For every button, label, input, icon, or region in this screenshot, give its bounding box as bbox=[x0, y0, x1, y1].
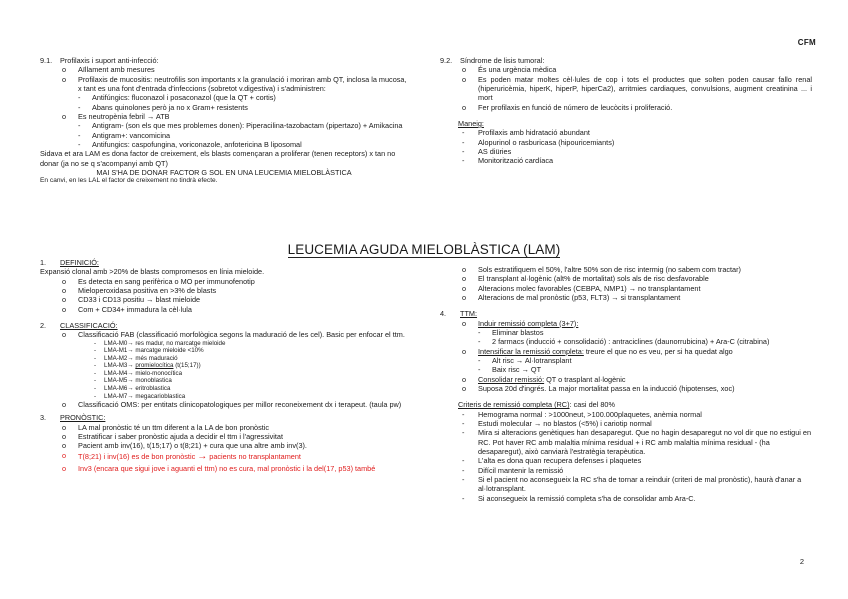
list-item: o Alteracions de mal pronòstic (p53, FLT3) → si transplantament bbox=[462, 292, 681, 302]
left-column bbox=[40, 258, 412, 473]
arrow-right-icon: → bbox=[127, 385, 134, 392]
list-item: o Estratificar i saber pronòstic ajuda a decidir el ttm i l'agressivitat bbox=[62, 432, 283, 442]
list-item: o Profilaxis de mucositis: neutrofilis son importants x la granulació i moriran amb QT, inclosa la mucosa, x tant es una font d'entrada d'infeccions (sobretot v.digestiva) i s'administren: bbox=[62, 74, 407, 93]
section-heading: 2. CLASSIFICACIÓ: bbox=[40, 320, 118, 330]
list-item: - Monitorització cardíaca bbox=[462, 156, 554, 166]
arrow-right-icon: → bbox=[127, 347, 134, 355]
list-item: o Classificació OMS: per entitats clinicopatologiques per millor reconeixement dx i terapeut. (taula pw) bbox=[62, 400, 402, 410]
note-text: Sidava et ara LAM es dona factor de creixement, els blasts començaran a proliferar (tenen receptors) x tan no donar (ja no se q s'acompanyi amb QT) bbox=[40, 149, 396, 168]
list-item: - L'alta es dona quan recupera defenses i plaquetes bbox=[462, 456, 642, 466]
warning-note: MAI S'HA DE DONAR FACTOR G SOL EN UNA LEUCEMIA MIELOBLÀSTICA bbox=[96, 167, 352, 177]
note-text: En canvi, en les LAL el factor de creixement no tindrà efecte. bbox=[40, 177, 218, 185]
section-heading: 1. DEFINICIÓ: bbox=[40, 258, 99, 267]
list-item: - AS diüries bbox=[462, 146, 512, 156]
arrow-right-icon: → bbox=[127, 392, 134, 400]
classification-item: - LMA-M5→ monoblastica bbox=[94, 377, 172, 385]
list-item: o Aïllament amb mesures bbox=[62, 65, 155, 75]
page-number: 2 bbox=[799, 557, 804, 567]
arrow-right-icon: → bbox=[127, 339, 134, 347]
classification-item: - LMA-M6→ eritroblastica bbox=[94, 385, 171, 392]
list-item: o Inv3 (encara que sigui jove i aguanti el ttm) no es cura, mal pronòstic i la del(17, p53) també bbox=[62, 463, 376, 473]
list-item: - Baix risc → QT bbox=[478, 365, 542, 375]
right-column bbox=[440, 265, 812, 503]
list-item: - Antigram- (son els que mes problemes donen): Piperacilina-tazobactam (pipertazo) + Amikacina bbox=[78, 121, 403, 131]
list-item: o Sols estratifiquem el 50%, l'altre 50% son de risc intermig (no sabem com tractar) bbox=[462, 265, 741, 274]
classification-item: - LMA-M3→ promielocítica (t(15;17)) bbox=[94, 362, 201, 370]
list-item: - Alt risc → Al·lotransplant bbox=[478, 355, 572, 365]
arrow-right-icon: → bbox=[197, 450, 208, 462]
classification-item: - LMA-M1→ marcatge mieloide <10% bbox=[94, 347, 204, 355]
list-item: o Mieloperoxidasa positiva en >3% de blasts bbox=[62, 285, 217, 295]
section-heading: 3. PRONÒSTIC: bbox=[40, 413, 106, 423]
list-item: - Eliminar blastos bbox=[478, 327, 544, 337]
top-right-block bbox=[440, 56, 812, 166]
list-item: - Abans quinolones però ja no x Gram+ resistents bbox=[78, 102, 248, 112]
list-item: o Intensificar la remissió completa: treure el que no es veu, per si ha quedat algo bbox=[462, 346, 733, 356]
document-code: CFM bbox=[797, 38, 816, 47]
page-title: LEUCEMIA AGUDA MIELOBLÀSTICA (LAM) bbox=[287, 242, 561, 257]
list-item: - 2 farmacs (inducció + consolidació) : antraciclines (daunorrubicina) + Ara-C (citrabina) bbox=[478, 337, 770, 347]
list-item: - Profilaxis amb hidratació abundant bbox=[462, 128, 590, 138]
arrow-right-icon: → bbox=[127, 362, 134, 370]
list-item: o És una urgència mèdica bbox=[462, 65, 557, 75]
list-item: - Mira si alteracions genètiques han desaparegut. Que no hagin desaparegut no vol dir que no estigui en RC. Pot haver RC amb malaltia mínima residual + i RC amb malaltia mínima residual - (ha desaparegut), això canviarà l'estratègia terapèutica. bbox=[462, 428, 812, 456]
classification-item: - LMA-M7→ megacarioblastica bbox=[94, 392, 186, 400]
list-item: - Antifúngics: fluconazol i posaconazol (que la QT + cortis) bbox=[78, 93, 276, 103]
list-item: o Alteracions molec favorables (CEBPA, NMP1) → no transplantament bbox=[462, 283, 701, 293]
list-item: - Hemograma normal : >1000neut, >100.000plaquetes, anèmia normal bbox=[462, 409, 702, 419]
list-item: o Com + CD34+ immadura la cèl·lula bbox=[62, 304, 192, 314]
list-item: o El transplant al·logènic (alt% de mortalitat) sols als de risc desfavorable bbox=[462, 274, 709, 284]
arrow-right-icon: → bbox=[127, 369, 134, 377]
list-item: o Consolidar remissió: QT o trasplant al·logènic bbox=[462, 374, 626, 384]
section-heading: 9.2. Síndrome de lisis tumoral: bbox=[440, 56, 545, 65]
list-item: o LA mal pronòstic té un ttm diferent a la LA de bon pronòstic bbox=[62, 422, 270, 432]
list-item: o Es poden matar moltes cèl·lules de cop i tots el productes que solten poden causar fallo renal (hiperuricèmia, hiperK, hiperP, hiperCa2), arritmies cardiaques, convulsions, augment creatinina ... i mort bbox=[462, 74, 812, 103]
list-item: o Suposa 20d d'ingrés. La major mortalitat passa en la inducció (hipotenses, xoc) bbox=[462, 383, 735, 393]
classification-item: - LMA-M2→ més maduració bbox=[94, 354, 178, 362]
list-item: - Si el pacient no aconsegueix la RC s'ha de tornar a reinduir (criteri de mal pronòstic), haurà d'anar a al·lotransplant. bbox=[462, 474, 802, 494]
criteria-heading: Criteris de remissió completa (RC): casi del 80% bbox=[458, 400, 615, 410]
list-item: - Si aconsegueix la remissió completa s'ha de consolidar amb Ara-C. bbox=[462, 493, 696, 503]
section-heading: 9.1. Profilaxis i suport anti-infecció: bbox=[40, 56, 159, 65]
classification-item: - LMA-M0→ res madur, no marcatge mieloide bbox=[94, 339, 226, 347]
list-item: o T(8;21) i inv(16) es de bon pronòstic → pacients no transplantament bbox=[62, 450, 301, 462]
list-item: - Difícil mantenir la remissió bbox=[462, 465, 564, 475]
list-item: - Estudi molecular → no blastos (<5%) i cariotip normal bbox=[462, 418, 652, 428]
list-item: - Antifungics: caspofungina, voriconazole, anfotericina B liposomal bbox=[78, 139, 302, 149]
list-item: - Antigram+: vancomicina bbox=[78, 130, 171, 140]
list-item: o Es neutropènia febril → ATB bbox=[62, 111, 170, 121]
arrow-right-icon: → bbox=[127, 354, 134, 362]
arrow-right-icon: → bbox=[146, 111, 155, 121]
maneig-heading: Maneig: bbox=[458, 118, 484, 128]
arrow-right-icon: → bbox=[127, 377, 134, 385]
list-item: o Pacient amb inv(16), t(15;17) o t(8;21) + cura que una altre amb inv(3). bbox=[62, 441, 307, 451]
list-item: - Alopurinol o rasburicasa (hipouricemiants) bbox=[462, 137, 615, 147]
list-item: o Es detecta en sang perifèrica o MO per immunofenotip bbox=[62, 276, 255, 286]
definition-text: Expansió clonal amb >20% de blasts compromesos en línia mieloide. bbox=[40, 267, 265, 277]
classification-item: - LMA-M4→ mielo-monocítica bbox=[94, 369, 183, 377]
list-item: o Classificació FAB (classificació morfològica segons la maduració de les cel). Basic per enfocar el ttm. bbox=[62, 330, 405, 340]
top-left-block bbox=[40, 56, 408, 186]
list-item: o CD33 i CD13 positiu → blast mieloide bbox=[62, 295, 201, 305]
list-item: o Induir remissió completa (3+7): bbox=[462, 318, 579, 328]
list-item: o Fer profilaxis en funció de número de leucòcits i proliferació. bbox=[462, 102, 673, 112]
section-heading: 4. TTM: bbox=[440, 309, 478, 319]
